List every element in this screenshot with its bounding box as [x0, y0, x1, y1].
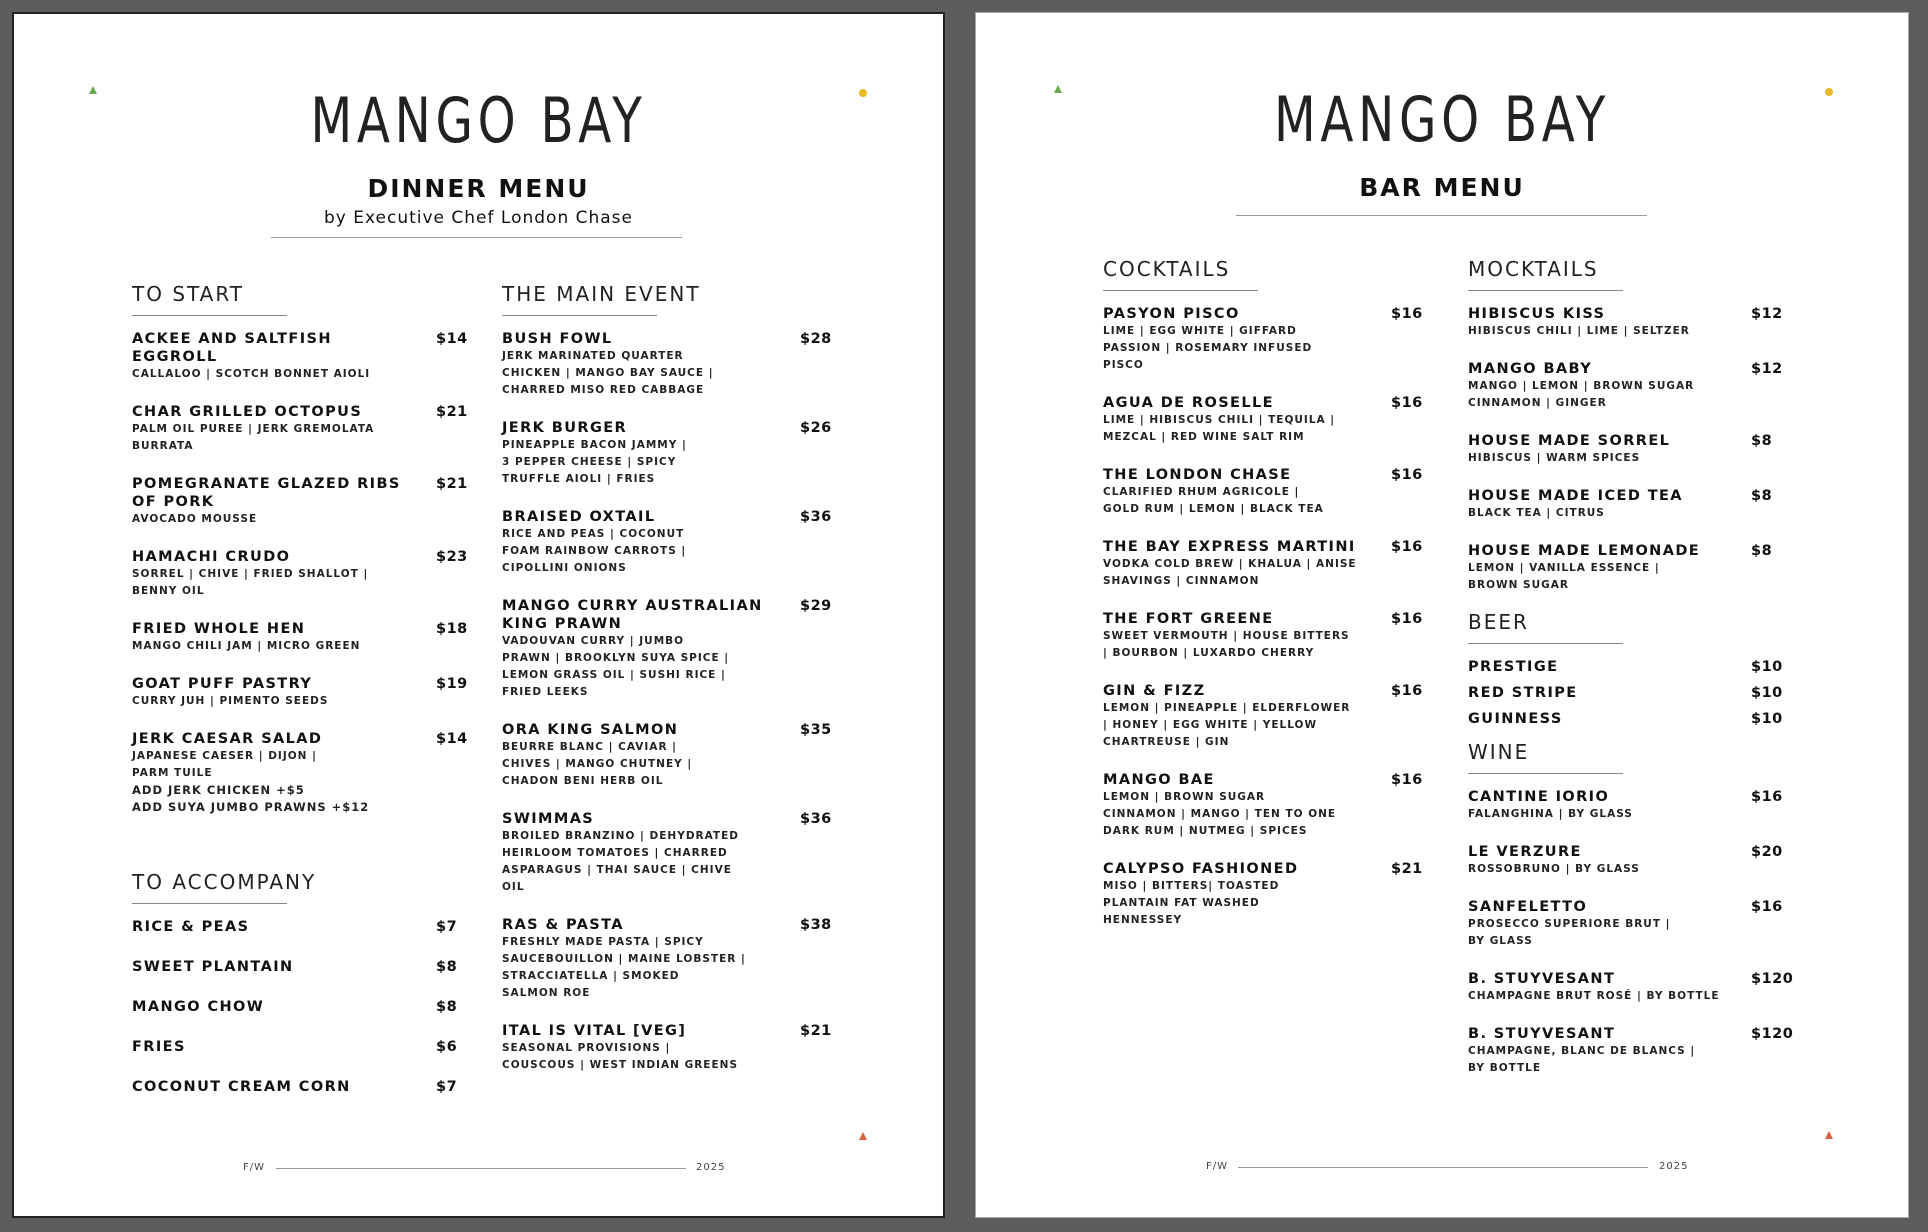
footer-year: 2025	[696, 1162, 726, 1173]
item-description: HIBISCUS | WARM SPICES	[1468, 452, 1641, 464]
item-description: HIBISCUS CHILI | LIME | SELTZER	[1468, 325, 1690, 337]
item-description: BLACK TEA | CITRUS	[1468, 507, 1605, 519]
item-price: $21	[436, 404, 468, 420]
item-description: CINNAMON | MANGO | TEN TO ONE	[1103, 808, 1337, 820]
item-price: $16	[1391, 772, 1423, 788]
item-name: HIBISCUS KISS	[1468, 306, 1606, 322]
item-description: CHADON BENI HERB OIL	[502, 775, 664, 787]
item-price: $16	[1391, 539, 1423, 555]
item-price: $7	[436, 919, 458, 935]
item-description: AVOCADO MOUSSE	[132, 513, 258, 525]
item-name: RED STRIPE	[1468, 685, 1578, 701]
item-description: CHARTREUSE | GIN	[1103, 736, 1230, 748]
item-name: HOUSE MADE ICED TEA	[1468, 488, 1683, 504]
page-title: BAR MENU	[1359, 173, 1525, 202]
item-name: CANTINE IORIO	[1468, 789, 1610, 805]
item-description: SAUCEBOUILLON | MAINE LOBSTER |	[502, 953, 746, 965]
item-description: HEIRLOOM TOMATOES | CHARRED	[502, 847, 728, 859]
item-description: VODKA COLD BREW | KHALUA | ANISE	[1103, 558, 1357, 570]
item-description: MEZCAL | RED WINE SALT RIM	[1103, 431, 1305, 443]
item-name: MANGO CURRY AUSTRALIAN KING PRAWN	[502, 598, 763, 632]
item-description: JAPANESE CAESER | DIJON |	[132, 750, 317, 762]
item-price: $36	[800, 509, 832, 525]
item-price: $21	[800, 1023, 832, 1039]
menu-item	[1103, 610, 1423, 662]
item-description: BROWN SUGAR	[1468, 579, 1569, 591]
page-subtitle: by Executive Chef London Chase	[323, 208, 633, 228]
item-price: $18	[436, 621, 468, 637]
item-description: SORREL | CHIVE | FRIED SHALLOT |	[132, 568, 369, 580]
item-name: GUINNESS	[1468, 711, 1563, 727]
menu-item	[132, 998, 472, 1016]
item-name: CHAR GRILLED OCTOPUS	[132, 404, 363, 420]
bar-menu-page	[975, 12, 1909, 1218]
item-name: THE BAY EXPRESS MARTINI	[1103, 539, 1356, 555]
item-price: $16	[1391, 611, 1423, 627]
item-description: FRESHLY MADE PASTA | SPICY	[502, 936, 704, 948]
item-name: JERK BURGER	[502, 420, 628, 436]
item-description: CURRY JUH | PIMENTO SEEDS	[132, 695, 329, 707]
item-description: SEASONAL PROVISIONS |	[502, 1042, 671, 1054]
section-heading: TO ACCOMPANY	[132, 870, 316, 904]
item-addon: ADD SUYA JUMBO PRAWNS +$12	[132, 800, 370, 814]
item-description: FOAM RAINBOW CARROTS |	[502, 545, 687, 557]
item-price: $16	[1751, 789, 1783, 805]
title-divider	[271, 237, 682, 238]
item-price: $8	[1751, 543, 1773, 559]
item-description: PLANTAIN FAT WASHED	[1103, 897, 1260, 909]
menu-item	[502, 916, 838, 1002]
menu-item	[132, 958, 472, 976]
item-addon: ADD JERK CHICKEN +$5	[132, 783, 305, 797]
menu-item	[1103, 682, 1423, 751]
item-description: TRUFFLE AIOLI | FRIES	[502, 473, 656, 485]
item-description: PARM TUILE	[132, 767, 213, 779]
item-description: DARK RUM | NUTMEG | SPICES	[1103, 825, 1308, 837]
item-name: MANGO BAE	[1103, 772, 1215, 788]
item-description: MANGO CHILI JAM | MICRO GREEN	[132, 640, 361, 652]
item-price: $120	[1751, 971, 1794, 987]
item-description: LEMON | VANILLA ESSENCE |	[1468, 562, 1660, 574]
footer-divider	[1238, 1167, 1648, 1168]
item-description: CHICKEN | MANGO BAY SAUCE |	[502, 367, 714, 379]
menu-item	[132, 730, 472, 816]
item-price: $35	[800, 722, 832, 738]
brand-logo: MANGO BAY	[310, 84, 647, 157]
item-price: $16	[1391, 395, 1423, 411]
footer-season: F/W	[243, 1162, 266, 1173]
item-price: $16	[1751, 899, 1783, 915]
item-description: RICE AND PEAS | COCONUT	[502, 528, 685, 540]
menu-item	[1468, 360, 1798, 412]
item-description: PRAWN | BROOKLYN SUYA SPICE |	[502, 652, 730, 664]
item-price: $16	[1391, 683, 1423, 699]
item-price: $26	[800, 420, 832, 436]
item-description: PASSION | ROSEMARY INFUSED	[1103, 342, 1313, 354]
item-description: GOLD RUM | LEMON | BLACK TEA	[1103, 503, 1324, 515]
section-heading: WINE	[1468, 740, 1529, 774]
item-price: $19	[436, 676, 468, 692]
item-description: SHAVINGS | CINNAMON	[1103, 575, 1260, 587]
menu-item	[1468, 684, 1798, 702]
section-heading: THE MAIN EVENT	[502, 282, 701, 316]
item-price: $14	[436, 331, 468, 347]
item-price: $23	[436, 549, 468, 565]
title-divider	[1236, 215, 1647, 216]
item-description: CIPOLLINI ONIONS	[502, 562, 627, 574]
footer-season: F/W	[1206, 1161, 1229, 1172]
menu-item	[1468, 432, 1798, 467]
item-description: BURRATA	[132, 440, 194, 452]
menu-item	[1468, 710, 1798, 728]
item-price: $120	[1751, 1026, 1794, 1042]
item-description: STRACCIATELLA | SMOKED	[502, 970, 680, 982]
item-name: FRIED WHOLE HEN	[132, 621, 306, 637]
section-heading: COCKTAILS	[1103, 257, 1230, 291]
item-price: $36	[800, 811, 832, 827]
item-description: LIME | HIBISCUS CHILI | TEQUILA |	[1103, 414, 1336, 426]
item-description: COUSCOUS | WEST INDIAN GREENS	[502, 1059, 739, 1071]
item-description: PISCO	[1103, 359, 1144, 371]
menu-item	[132, 548, 472, 600]
menu-item	[132, 475, 472, 528]
item-price: $12	[1751, 306, 1783, 322]
item-description: MISO | BITTERS| TOASTED	[1103, 880, 1280, 892]
item-name: FRIES	[132, 1039, 186, 1055]
item-name: SWIMMAS	[502, 811, 595, 827]
item-price: $21	[436, 476, 468, 492]
item-name: AGUA DE ROSELLE	[1103, 395, 1274, 411]
item-name: ORA KING SALMON	[502, 722, 679, 738]
item-description: SALMON ROE	[502, 987, 591, 999]
item-name: BUSH FOWL	[502, 331, 613, 347]
item-description: FALANGHINA | BY GLASS	[1468, 808, 1633, 820]
item-name: GIN & FIZZ	[1103, 683, 1206, 699]
item-price: $20	[1751, 844, 1783, 860]
item-name: ACKEE AND SALTFISH EGGROLL	[132, 331, 332, 365]
item-price: $7	[436, 1079, 458, 1095]
item-description: BY BOTTLE	[1468, 1062, 1542, 1074]
menu-item	[502, 508, 838, 577]
item-description: LEMON | PINEAPPLE | ELDERFLOWER	[1103, 702, 1351, 714]
item-description: BY GLASS	[1468, 935, 1533, 947]
column-drinks-right	[1468, 257, 1798, 1097]
item-name: SWEET PLANTAIN	[132, 959, 294, 975]
item-description: BENNY OIL	[132, 585, 205, 597]
menu-item	[1103, 394, 1423, 446]
item-description: VADOUVAN CURRY | JUMBO	[502, 635, 685, 647]
item-price: $10	[1751, 711, 1783, 727]
menu-item	[132, 675, 472, 710]
item-price: $8	[1751, 433, 1773, 449]
item-description: ASPARAGUS | THAI SAUCE | CHIVE	[502, 864, 732, 876]
dot-yellow-icon	[1825, 88, 1833, 96]
item-price: $29	[800, 598, 832, 614]
menu-item	[1468, 843, 1798, 878]
column-to-start	[132, 282, 472, 836]
menu-item	[1468, 1025, 1798, 1077]
item-price: $21	[1391, 861, 1423, 877]
item-description: PINEAPPLE BACON JAMMY |	[502, 439, 687, 451]
item-price: $10	[1751, 685, 1783, 701]
item-description: SWEET VERMOUTH | HOUSE BITTERS	[1103, 630, 1350, 642]
page-title: DINNER MENU	[367, 174, 590, 203]
item-name: COCONUT CREAM CORN	[132, 1079, 351, 1095]
triangle-green-icon	[1054, 85, 1062, 93]
item-name: HOUSE MADE LEMONADE	[1468, 543, 1701, 559]
menu-item	[1103, 466, 1423, 518]
menu-item	[1103, 771, 1423, 840]
item-price: $6	[436, 1039, 458, 1055]
item-description: CALLALOO | SCOTCH BONNET AIOLI	[132, 368, 371, 380]
menu-item	[1468, 658, 1798, 676]
menu-item	[1103, 538, 1423, 590]
item-description: | HONEY | EGG WHITE | YELLOW	[1103, 719, 1318, 731]
item-name: ITAL IS VITAL [VEG]	[502, 1023, 687, 1039]
menu-item	[1103, 305, 1423, 374]
item-name: PRESTIGE	[1468, 659, 1559, 675]
item-name: BRAISED OXTAIL	[502, 509, 656, 525]
item-name: MANGO BABY	[1468, 361, 1593, 377]
menu-item	[1468, 970, 1798, 1005]
menu-item	[1468, 542, 1798, 594]
item-description: LEMON | BROWN SUGAR	[1103, 791, 1266, 803]
item-price: $12	[1751, 361, 1783, 377]
item-description: CHIVES | MANGO CHUTNEY |	[502, 758, 693, 770]
item-description: | BOURBON | LUXARDO CHERRY	[1103, 647, 1315, 659]
section-heading: MOCKTAILS	[1468, 257, 1599, 291]
item-name: JERK CAESAR SALAD	[132, 731, 323, 747]
item-description: LEMON GRASS OIL | SUSHI RICE |	[502, 669, 726, 681]
item-name: THE LONDON CHASE	[1103, 467, 1292, 483]
item-name: B. STUYVESANT	[1468, 971, 1616, 987]
footer-divider	[276, 1168, 686, 1169]
item-description: CLARIFIED RHUM AGRICOLE |	[1103, 486, 1300, 498]
item-price: $8	[1751, 488, 1773, 504]
item-name: RAS & PASTA	[502, 917, 624, 933]
section-heading: BEER	[1468, 610, 1529, 644]
dot-yellow-icon	[859, 89, 867, 97]
item-name: B. STUYVESANT	[1468, 1026, 1616, 1042]
menu-item	[132, 620, 472, 655]
menu-item	[132, 1038, 472, 1056]
item-description: CHARRED MISO RED CABBAGE	[502, 384, 705, 396]
column-cocktails	[1103, 257, 1423, 949]
menu-item	[132, 403, 472, 455]
item-description: LIME | EGG WHITE | GIFFARD	[1103, 325, 1297, 337]
item-name: THE FORT GREENE	[1103, 611, 1274, 627]
item-description: BROILED BRANZINO | DEHYDRATED	[502, 830, 739, 842]
item-description: CHAMPAGNE BRUT ROSÉ | BY BOTTLE	[1468, 990, 1720, 1002]
item-price: $28	[800, 331, 832, 347]
item-name: HAMACHI CRUDO	[132, 549, 291, 565]
menu-item	[1468, 898, 1798, 950]
item-description: FRIED LEEKS	[502, 686, 589, 698]
menu-item	[132, 330, 472, 383]
item-description: PALM OIL PUREE | JERK GREMOLATA	[132, 423, 375, 435]
item-description: 3 PEPPER CHEESE | SPICY	[502, 456, 677, 468]
triangle-red-icon	[1825, 1131, 1833, 1139]
item-description: OIL	[502, 881, 525, 893]
menu-item	[132, 918, 472, 936]
menu-item	[1103, 860, 1423, 929]
triangle-red-icon	[859, 1132, 867, 1140]
item-price: $8	[436, 999, 458, 1015]
footer-year: 2025	[1659, 1161, 1689, 1172]
item-description: CHAMPAGNE, BLANC DE BLANCS |	[1468, 1045, 1696, 1057]
item-name: RICE & PEAS	[132, 919, 250, 935]
item-name: POMEGRANATE GLAZED RIBS OF PORK	[132, 476, 401, 510]
item-name: LE VERZURE	[1468, 844, 1582, 860]
item-name: SANFELETTO	[1468, 899, 1588, 915]
item-price: $8	[436, 959, 458, 975]
menu-item	[1468, 788, 1798, 823]
item-price: $16	[1391, 467, 1423, 483]
menu-item	[502, 810, 838, 896]
item-description: JERK MARINATED QUARTER	[502, 350, 684, 362]
item-description: ROSSOBRUNO | BY GLASS	[1468, 863, 1640, 875]
section-heading: TO START	[132, 282, 244, 316]
triangle-green-icon	[89, 86, 97, 94]
item-price: $16	[1391, 306, 1423, 322]
item-description: PROSECCO SUPERIORE BRUT |	[1468, 918, 1671, 930]
item-name: HOUSE MADE SORREL	[1468, 433, 1671, 449]
item-name: GOAT PUFF PASTRY	[132, 676, 313, 692]
column-main-event	[502, 282, 838, 1094]
dinner-menu-page	[12, 12, 945, 1218]
menu-item	[1468, 305, 1798, 340]
item-name: CALYPSO FASHIONED	[1103, 861, 1299, 877]
item-description: BEURRE BLANC | CAVIAR |	[502, 741, 678, 753]
menu-item	[502, 721, 838, 790]
menu-item	[132, 1078, 472, 1096]
brand-logo: MANGO BAY	[1273, 83, 1611, 156]
item-price: $10	[1751, 659, 1783, 675]
item-price: $14	[436, 731, 468, 747]
menu-item	[502, 419, 838, 488]
menu-item	[502, 1022, 838, 1074]
menu-item	[502, 330, 838, 399]
item-description: CINNAMON | GINGER	[1468, 397, 1607, 409]
item-description: MANGO | LEMON | BROWN SUGAR	[1468, 380, 1695, 392]
menu-item	[1468, 487, 1798, 522]
item-name: MANGO CHOW	[132, 999, 265, 1015]
item-price: $38	[800, 917, 832, 933]
menu-item	[502, 597, 838, 701]
column-to-accompany	[132, 870, 472, 1118]
item-name: PASYON PISCO	[1103, 306, 1240, 322]
item-description: HENNESSEY	[1103, 914, 1183, 926]
